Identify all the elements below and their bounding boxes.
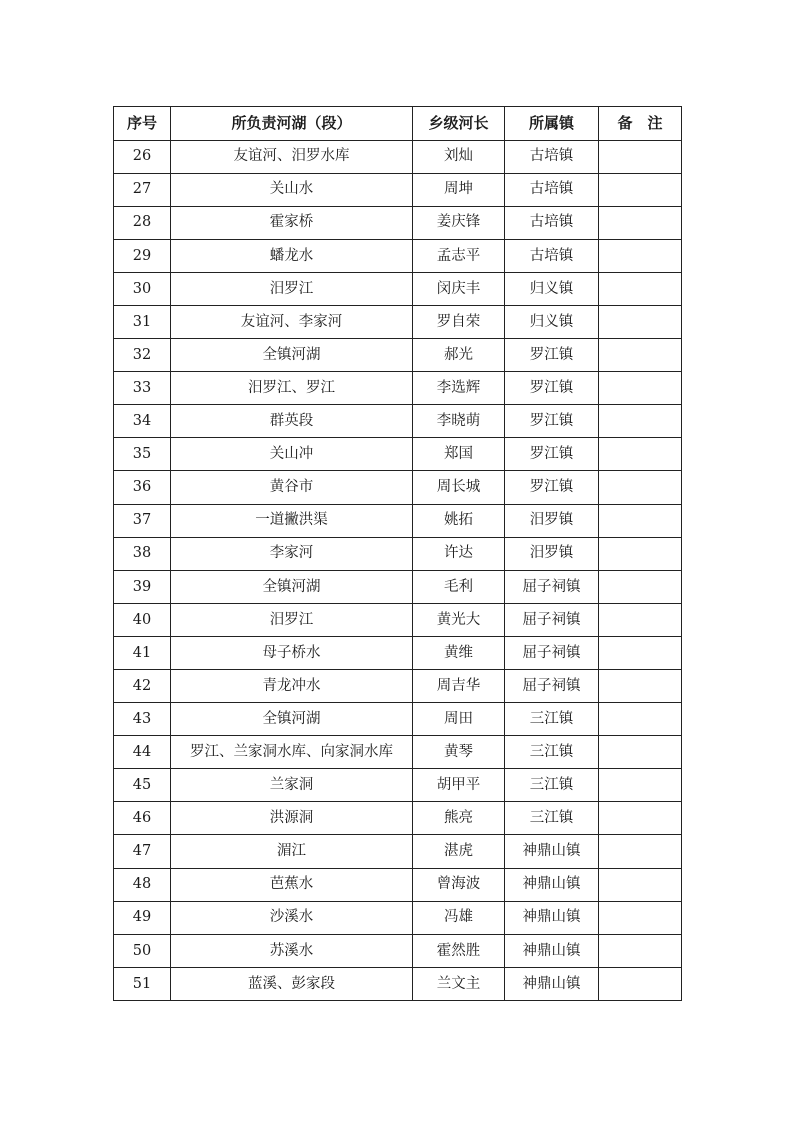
cell-index: 33 bbox=[114, 372, 171, 405]
cell-township-chief: 曾海波 bbox=[413, 868, 505, 901]
cell-township-chief: 黄琴 bbox=[413, 736, 505, 769]
cell-township-chief: 孟志平 bbox=[413, 239, 505, 272]
cell-index: 35 bbox=[114, 438, 171, 471]
cell-remarks bbox=[599, 570, 682, 603]
cell-river-section: 兰家洞 bbox=[171, 769, 413, 802]
cell-river-section: 关山冲 bbox=[171, 438, 413, 471]
cell-index: 44 bbox=[114, 736, 171, 769]
cell-remarks bbox=[599, 670, 682, 703]
cell-town: 汨罗镇 bbox=[505, 504, 599, 537]
table-row bbox=[114, 802, 682, 835]
cell-township-chief: 闵庆丰 bbox=[413, 272, 505, 305]
cell-township-chief: 黄光大 bbox=[413, 603, 505, 636]
cell-township-chief: 许达 bbox=[413, 537, 505, 570]
cell-index: 36 bbox=[114, 471, 171, 504]
cell-index: 29 bbox=[114, 239, 171, 272]
cell-township-chief: 李选辉 bbox=[413, 372, 505, 405]
cell-index: 39 bbox=[114, 570, 171, 603]
cell-remarks bbox=[599, 934, 682, 967]
cell-town: 神鼎山镇 bbox=[505, 835, 599, 868]
table-row bbox=[114, 239, 682, 272]
table-row bbox=[114, 901, 682, 934]
cell-township-chief: 周吉华 bbox=[413, 670, 505, 703]
cell-remarks bbox=[599, 736, 682, 769]
cell-remarks bbox=[599, 901, 682, 934]
cell-remarks bbox=[599, 769, 682, 802]
cell-remarks bbox=[599, 305, 682, 338]
table-row bbox=[114, 769, 682, 802]
cell-township-chief: 姚拓 bbox=[413, 504, 505, 537]
cell-index: 42 bbox=[114, 670, 171, 703]
cell-township-chief: 罗自荣 bbox=[413, 305, 505, 338]
table-row bbox=[114, 670, 682, 703]
cell-index: 34 bbox=[114, 405, 171, 438]
cell-town: 罗江镇 bbox=[505, 372, 599, 405]
cell-index: 37 bbox=[114, 504, 171, 537]
cell-river-section: 李家河 bbox=[171, 537, 413, 570]
cell-river-section: 蟠龙水 bbox=[171, 239, 413, 272]
cell-remarks bbox=[599, 471, 682, 504]
cell-township-chief: 郑国 bbox=[413, 438, 505, 471]
cell-remarks bbox=[599, 405, 682, 438]
cell-township-chief: 刘灿 bbox=[413, 140, 505, 173]
cell-town: 屈子祠镇 bbox=[505, 636, 599, 669]
cell-remarks bbox=[599, 504, 682, 537]
cell-town: 罗江镇 bbox=[505, 405, 599, 438]
cell-town: 古培镇 bbox=[505, 173, 599, 206]
cell-township-chief: 郝光 bbox=[413, 339, 505, 372]
cell-town: 三江镇 bbox=[505, 736, 599, 769]
table-row bbox=[114, 372, 682, 405]
cell-index: 41 bbox=[114, 636, 171, 669]
table-header-row bbox=[114, 107, 682, 141]
cell-remarks bbox=[599, 272, 682, 305]
header-remarks: 备 注 bbox=[599, 107, 682, 141]
table-row bbox=[114, 438, 682, 471]
cell-remarks bbox=[599, 802, 682, 835]
cell-index: 31 bbox=[114, 305, 171, 338]
cell-river-section: 汨罗江 bbox=[171, 603, 413, 636]
cell-river-section: 罗江、兰家洞水库、向家洞水库 bbox=[171, 736, 413, 769]
cell-township-chief: 胡甲平 bbox=[413, 769, 505, 802]
cell-river-section: 沙溪水 bbox=[171, 901, 413, 934]
cell-town: 三江镇 bbox=[505, 769, 599, 802]
cell-town: 归义镇 bbox=[505, 305, 599, 338]
cell-remarks bbox=[599, 835, 682, 868]
cell-township-chief: 周长城 bbox=[413, 471, 505, 504]
table-row bbox=[114, 736, 682, 769]
cell-remarks bbox=[599, 140, 682, 173]
cell-river-section: 全镇河湖 bbox=[171, 703, 413, 736]
cell-river-section: 苏溪水 bbox=[171, 934, 413, 967]
cell-river-section: 群英段 bbox=[171, 405, 413, 438]
cell-township-chief: 姜庆锋 bbox=[413, 206, 505, 239]
cell-township-chief: 周坤 bbox=[413, 173, 505, 206]
cell-river-section: 黄谷市 bbox=[171, 471, 413, 504]
cell-index: 40 bbox=[114, 603, 171, 636]
table-row bbox=[114, 173, 682, 206]
cell-town: 三江镇 bbox=[505, 703, 599, 736]
cell-town: 神鼎山镇 bbox=[505, 868, 599, 901]
cell-remarks bbox=[599, 967, 682, 1000]
cell-index: 51 bbox=[114, 967, 171, 1000]
cell-town: 神鼎山镇 bbox=[505, 967, 599, 1000]
cell-river-section: 湄江 bbox=[171, 835, 413, 868]
cell-index: 45 bbox=[114, 769, 171, 802]
cell-township-chief: 熊亮 bbox=[413, 802, 505, 835]
cell-index: 28 bbox=[114, 206, 171, 239]
cell-river-section: 全镇河湖 bbox=[171, 570, 413, 603]
cell-remarks bbox=[599, 173, 682, 206]
cell-town: 屈子祠镇 bbox=[505, 670, 599, 703]
table-row bbox=[114, 868, 682, 901]
cell-index: 48 bbox=[114, 868, 171, 901]
cell-town: 罗江镇 bbox=[505, 438, 599, 471]
table-row bbox=[114, 703, 682, 736]
table-row bbox=[114, 603, 682, 636]
table-row bbox=[114, 140, 682, 173]
cell-town: 罗江镇 bbox=[505, 471, 599, 504]
table-body bbox=[114, 140, 682, 1000]
header-town: 所属镇 bbox=[505, 107, 599, 141]
cell-town: 归义镇 bbox=[505, 272, 599, 305]
cell-river-section: 汨罗江、罗江 bbox=[171, 372, 413, 405]
cell-town: 古培镇 bbox=[505, 239, 599, 272]
cell-river-section: 汨罗江 bbox=[171, 272, 413, 305]
cell-river-section: 母子桥水 bbox=[171, 636, 413, 669]
cell-town: 罗江镇 bbox=[505, 339, 599, 372]
cell-river-section: 霍家桥 bbox=[171, 206, 413, 239]
cell-township-chief: 湛虎 bbox=[413, 835, 505, 868]
header-river-section: 所负责河湖（段） bbox=[171, 107, 413, 141]
table-row bbox=[114, 471, 682, 504]
cell-remarks bbox=[599, 372, 682, 405]
cell-river-section: 洪源洞 bbox=[171, 802, 413, 835]
table-row bbox=[114, 636, 682, 669]
cell-township-chief: 周田 bbox=[413, 703, 505, 736]
cell-remarks bbox=[599, 703, 682, 736]
cell-remarks bbox=[599, 206, 682, 239]
cell-township-chief: 兰文主 bbox=[413, 967, 505, 1000]
header-township-chief: 乡级河长 bbox=[413, 107, 505, 141]
cell-index: 49 bbox=[114, 901, 171, 934]
table-row bbox=[114, 967, 682, 1000]
table-row bbox=[114, 570, 682, 603]
cell-town: 神鼎山镇 bbox=[505, 934, 599, 967]
table-row bbox=[114, 339, 682, 372]
cell-township-chief: 冯雄 bbox=[413, 901, 505, 934]
cell-index: 47 bbox=[114, 835, 171, 868]
cell-index: 50 bbox=[114, 934, 171, 967]
table-row bbox=[114, 305, 682, 338]
cell-index: 26 bbox=[114, 140, 171, 173]
cell-index: 27 bbox=[114, 173, 171, 206]
cell-index: 43 bbox=[114, 703, 171, 736]
cell-river-section: 蓝溪、彭家段 bbox=[171, 967, 413, 1000]
cell-township-chief: 李晓萌 bbox=[413, 405, 505, 438]
table-row bbox=[114, 934, 682, 967]
cell-river-section: 友谊河、汨罗水库 bbox=[171, 140, 413, 173]
river-chief-table bbox=[113, 106, 682, 1001]
cell-river-section: 关山水 bbox=[171, 173, 413, 206]
cell-river-section: 全镇河湖 bbox=[171, 339, 413, 372]
cell-remarks bbox=[599, 537, 682, 570]
cell-remarks bbox=[599, 438, 682, 471]
cell-remarks bbox=[599, 636, 682, 669]
cell-remarks bbox=[599, 239, 682, 272]
table-row bbox=[114, 272, 682, 305]
cell-index: 46 bbox=[114, 802, 171, 835]
cell-river-section: 青龙冲水 bbox=[171, 670, 413, 703]
cell-township-chief: 毛利 bbox=[413, 570, 505, 603]
table-row bbox=[114, 835, 682, 868]
table-row bbox=[114, 206, 682, 239]
cell-river-section: 友谊河、李家河 bbox=[171, 305, 413, 338]
cell-index: 38 bbox=[114, 537, 171, 570]
cell-township-chief: 霍然胜 bbox=[413, 934, 505, 967]
cell-town: 古培镇 bbox=[505, 206, 599, 239]
cell-index: 32 bbox=[114, 339, 171, 372]
cell-town: 屈子祠镇 bbox=[505, 603, 599, 636]
table-row bbox=[114, 504, 682, 537]
header-index: 序号 bbox=[114, 107, 171, 141]
cell-town: 神鼎山镇 bbox=[505, 901, 599, 934]
table-row bbox=[114, 537, 682, 570]
cell-town: 古培镇 bbox=[505, 140, 599, 173]
cell-remarks bbox=[599, 339, 682, 372]
cell-town: 三江镇 bbox=[505, 802, 599, 835]
cell-township-chief: 黄维 bbox=[413, 636, 505, 669]
cell-river-section: 芭蕉水 bbox=[171, 868, 413, 901]
table-row bbox=[114, 405, 682, 438]
cell-index: 30 bbox=[114, 272, 171, 305]
cell-remarks bbox=[599, 868, 682, 901]
cell-town: 屈子祠镇 bbox=[505, 570, 599, 603]
cell-river-section: 一道撇洪渠 bbox=[171, 504, 413, 537]
cell-remarks bbox=[599, 603, 682, 636]
cell-town: 汨罗镇 bbox=[505, 537, 599, 570]
